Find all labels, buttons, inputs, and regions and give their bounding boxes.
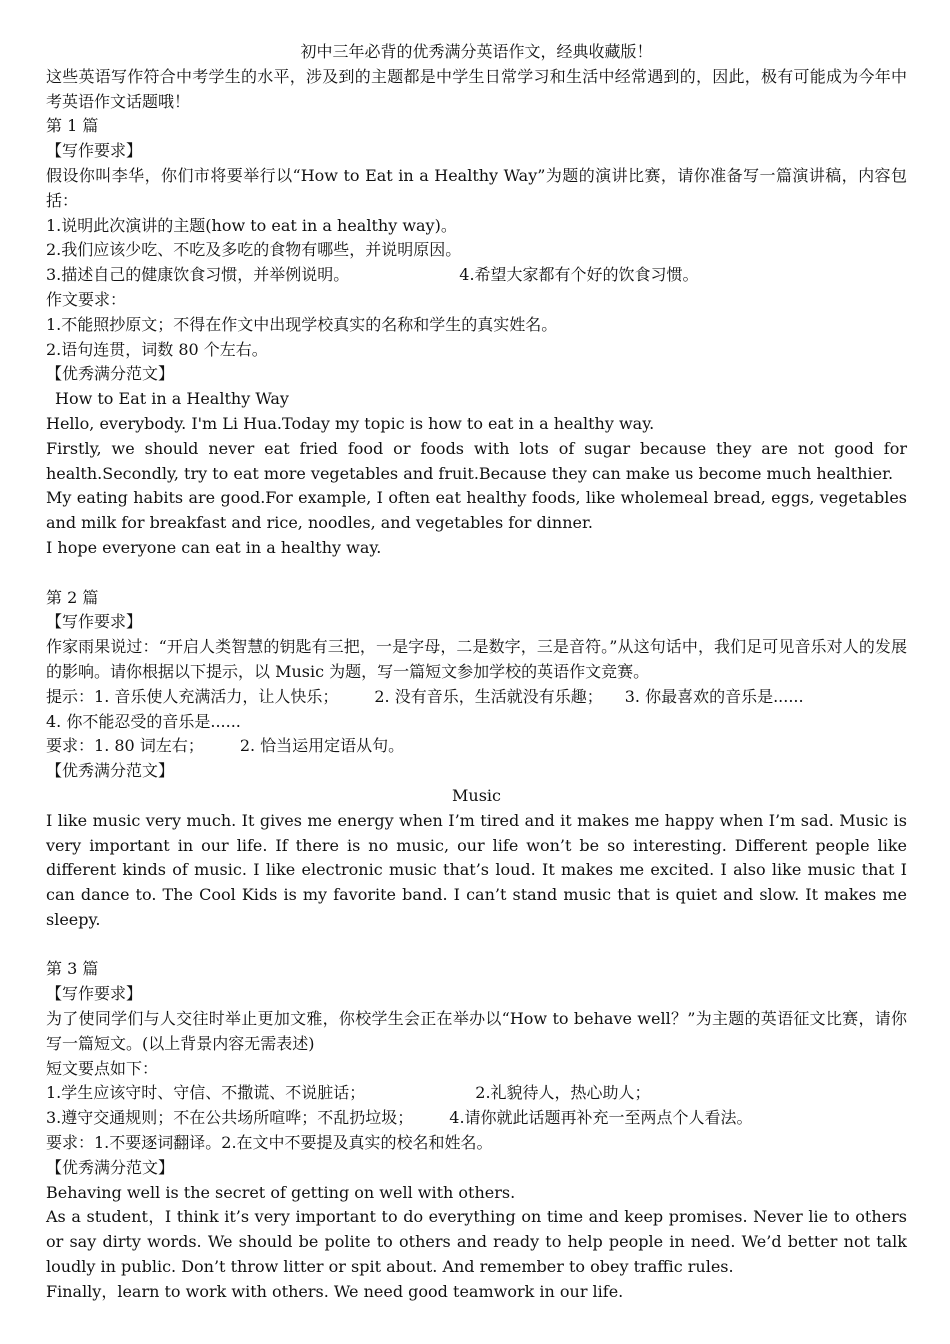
requirements-row — [46, 734, 907, 759]
content-point-row — [46, 1106, 907, 1131]
content-point: 3.描述自己的健康饮食习惯，并举例说明。 — [46, 265, 350, 285]
model-paragraph: I like music very much. It gives me energy when I’m tired and it makes me happy when I’m sad. Music is very important in our life. If there is no music, our life won’t be so interesting. Different people like different kinds of music. I like electronic music that’s loud. It makes me excited. I also like music that I can dance to. The Cool Kids is my favorite band. I can’t stand music that is quiet and slow. It makes me sleepy. — [46, 810, 907, 929]
document-title: 初中三年必背的优秀满分英语作文，经典收藏版！ — [300, 42, 653, 61]
hint: 3. 你最喜欢的音乐是...... — [624, 686, 804, 706]
essay-heading: 第 1 篇 — [46, 116, 99, 136]
requirements-label: 【写作要求】 — [46, 612, 143, 632]
blank-line — [46, 933, 907, 958]
points-label: 短文要点如下： — [46, 1058, 159, 1078]
model-essay-title: Music — [452, 785, 501, 805]
hint: 1. 音乐使人充满活力，让人快乐； — [94, 686, 339, 706]
requirements-label: 【写作要求】 — [46, 141, 143, 161]
content-point: 3.遵守交通规则；不在公共场所喧哗；不乱扔垃圾； — [46, 1108, 414, 1128]
hint: 4. 你不能忍受的音乐是...... — [46, 711, 241, 731]
content-point: 4.请你就此话题再补充一至两点个人看法。 — [449, 1108, 753, 1128]
requirements-label: 【写作要求】 — [46, 984, 143, 1004]
essay-1 — [46, 114, 907, 560]
essay-prompt: 为了使同学们与人交往时举止更加文雅，你校学生会正在举办以“How to behave well？”为主题的英语征文比赛，请你写一篇短文。(以上背景内容无需表述) — [46, 1009, 907, 1053]
content-point: 1.学生应该守时、守信、不撒谎、不说脏话； — [46, 1083, 366, 1103]
writing-requirement: 2. 恰当运用定语从句。 — [239, 736, 405, 756]
essay-prompt: 作家雨果说过：“开启人类智慧的钥匙有三把，一是字母，二是数字，三是音符。”从这句话中，我们足可见音乐对人的发展的影响。请你根据以下提示，以 Music 为题，写一篇短文参加学校的英语作文竞赛。 — [46, 637, 907, 681]
hints-label: 提示： — [46, 686, 95, 706]
essay-3 — [46, 957, 907, 1304]
essay-prompt: 假设你叫李华，你们市将要举行以“How to Eat in a Healthy Way”为题的演讲比赛，请你准备写一篇演讲稿，内容包括： — [46, 165, 907, 210]
content-point: 1.说明此次演讲的主题(how to eat in a healthy way)。 — [46, 215, 457, 235]
model-essay-title: How to Eat in a Healthy Way — [55, 389, 289, 409]
content-point-row — [46, 1081, 907, 1106]
content-point: 4.希望大家都有个好的饮食习惯。 — [459, 265, 699, 285]
model-paragraph: Behaving well is the secret of getting on well with others. — [46, 1182, 516, 1202]
model-paragraph: As a student，I think it’s very important to do everything on time and keep promises. Never lie to others or say dirty words. We should be polite to others and ready to help people in need. We’d better not talk loudly in public. Don’t throw litter or spit about. And remember to obey traffic rules. — [46, 1207, 907, 1277]
writing-requirement: 1.不能照抄原文；不得在作文中出现学校真实的名称和学生的真实姓名。 — [46, 314, 558, 334]
essay-heading: 第 3 篇 — [46, 959, 99, 979]
model-paragraph: Hello, everybody. I'm Li Hua.Today my topic is how to eat in a healthy way. — [46, 413, 655, 433]
model-paragraph: Firstly, we should never eat fried food or foods with lots of sugar because they are not good for health.Secondly, try to eat more vegetables and fruit.Because they can make us become much healthier. — [46, 438, 907, 483]
writing-requirement: 2.语句连贯，词数 80 个左右。 — [46, 339, 268, 359]
writing-requirements-label: 作文要求： — [46, 289, 127, 309]
content-point: 2.礼貌待人，热心助人； — [475, 1083, 651, 1103]
model-paragraph: Finally，learn to work with others. We need good teamwork in our life. — [46, 1281, 624, 1301]
requirements-line: 要求：1.不要逐词翻译。2.在文中不要提及真实的校名和姓名。 — [46, 1133, 493, 1153]
essay-2 — [46, 586, 907, 933]
requirements-inline-label: 要求： — [46, 736, 95, 756]
model-essay-label: 【优秀满分范文】 — [46, 1157, 175, 1177]
model-paragraph: I hope everyone can eat in a healthy way. — [46, 537, 382, 557]
model-essay-label: 【优秀满分范文】 — [46, 761, 175, 781]
hints-row — [46, 685, 907, 710]
writing-requirement: 1. 80 词左右； — [94, 736, 204, 756]
blank-line — [46, 561, 907, 586]
essay-heading: 第 2 篇 — [46, 587, 99, 607]
content-point-row — [46, 263, 907, 288]
model-essay-label: 【优秀满分范文】 — [46, 364, 175, 384]
content-point: 2.我们应该少吃、不吃及多吃的食物有哪些，并说明原因。 — [46, 240, 462, 260]
hint: 2. 没有音乐，生活就没有乐趣； — [374, 686, 603, 706]
model-paragraph: My eating habits are good.For example, I often eat healthy foods, like wholemeal bread, eggs, vegetables and milk for breakfast and rice, noodles, and vegetables for dinner. — [46, 488, 907, 533]
intro-paragraph: 这些英语写作符合中考学生的水平，涉及到的主题都是中学生日常学习和生活中经常遇到的，因此，极有可能成为今年中考英语作文话题哦！ — [46, 66, 907, 111]
